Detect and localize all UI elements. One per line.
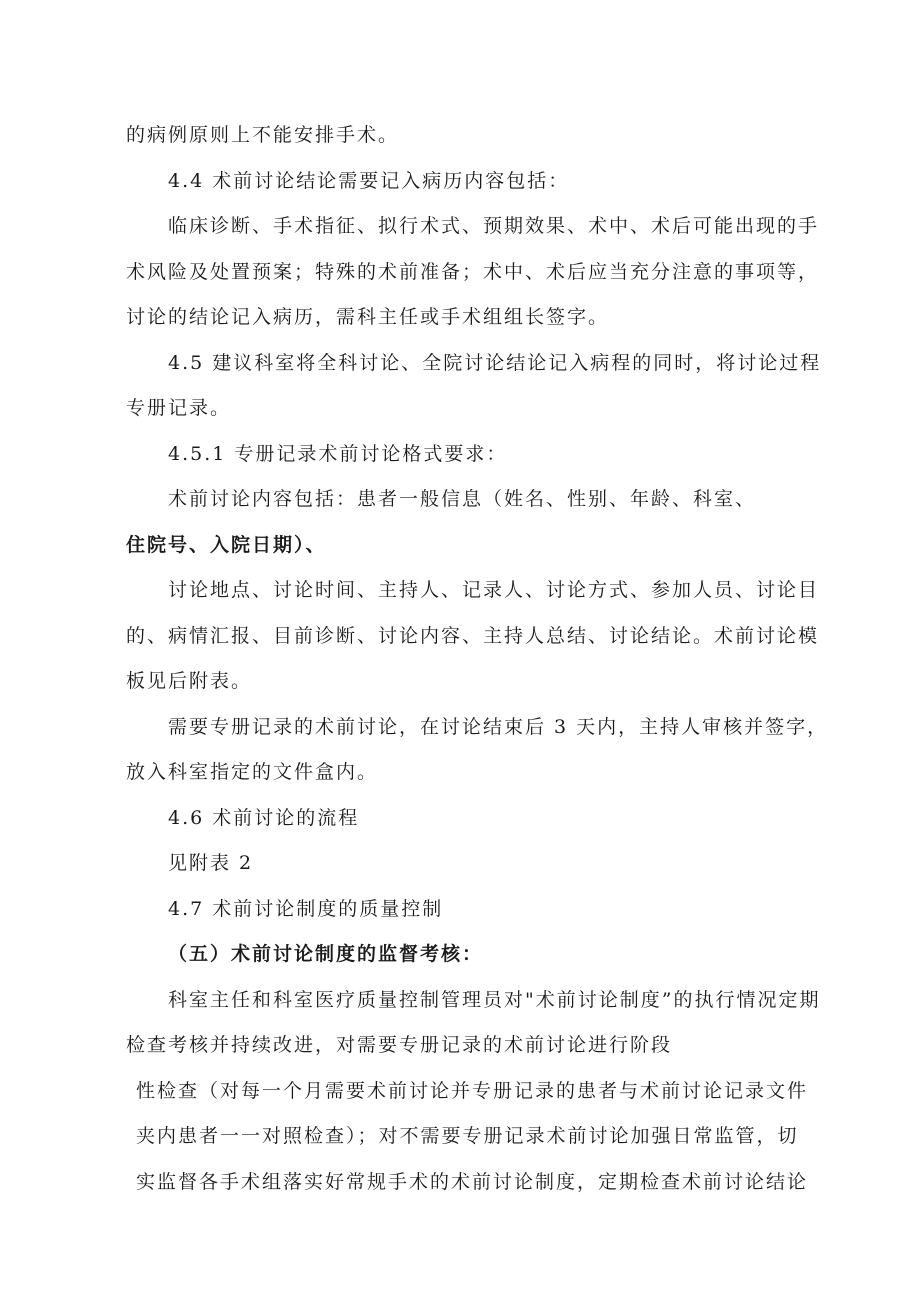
section-heading-4-5-1: 4.5.1 专册记录术前讨论格式要求： (168, 443, 508, 465)
paragraph-line: 放入科室指定的文件盒内。 (126, 761, 379, 783)
paragraph-line: 科室主任和科室医疗质量控制管理员对"术前讨论制度”的执行情况定期 (168, 989, 821, 1011)
section-heading-4-4: 4.4 术前讨论结论需要记入病历内容包括： (168, 170, 570, 192)
section-heading-4-6: 4.6 术前讨论的流程 (168, 807, 360, 829)
paragraph-line: 术前讨论内容包括：患者一般信息（姓名、性别、年龄、科室、 (168, 488, 757, 510)
paragraph-line: 讨论的结论记入病历，需科主任或手术组组长签字。 (126, 306, 610, 328)
paragraph-line: 实监督各手术组落实好常规手术的术前讨论制度，定期检查术前讨论结论 (136, 1171, 809, 1193)
paragraph-line: 的、病情汇报、目前诊断、讨论内容、主持人总结、讨论结论。术前讨论模 (126, 625, 820, 647)
paragraph-line: 讨论地点、讨论时间、主持人、记录人、讨论方式、参加人员、讨论目 (168, 579, 820, 601)
paragraph-line: 检查考核并持续改进，对需要专册记录的术前讨论进行阶段 (126, 1034, 673, 1056)
section-heading-4-7: 4.7 术前讨论制度的质量控制 (168, 898, 444, 920)
paragraph-line: 见附表 2 (168, 852, 254, 874)
paragraph-line: 专册记录。 (126, 397, 232, 419)
paragraph-line: 术风险及处置预案；特殊的术前准备；术中、术后应当充分注意的事项等， (126, 261, 820, 283)
paragraph-line: 的病例原则上不能安排手术。 (126, 124, 400, 146)
section-heading-five: （五）术前讨论制度的监督考核： (168, 943, 484, 965)
paragraph-line: 住院号、入院日期）、 (126, 534, 327, 556)
paragraph-line: 需要专册记录的术前讨论，在讨论结束后 3 天内，主持人审核并签字， (168, 716, 829, 738)
paragraph-line: 临床诊断、手术指征、拟行术式、预期效果、术中、术后可能出现的手 (168, 215, 820, 237)
paragraph-line: 板见后附表。 (126, 670, 253, 692)
paragraph-line: 性检查（对每一个月需要术前讨论并专册记录的患者与术前讨论记录文件 (136, 1080, 809, 1102)
paragraph-line: 夹内患者一一对照检查）；对不需要专册记录术前讨论加强日常监管，切 (136, 1125, 799, 1147)
section-heading-4-5: 4.5 建议科室将全科讨论、全院讨论结论记入病程的同时，将讨论过程 (168, 352, 822, 374)
